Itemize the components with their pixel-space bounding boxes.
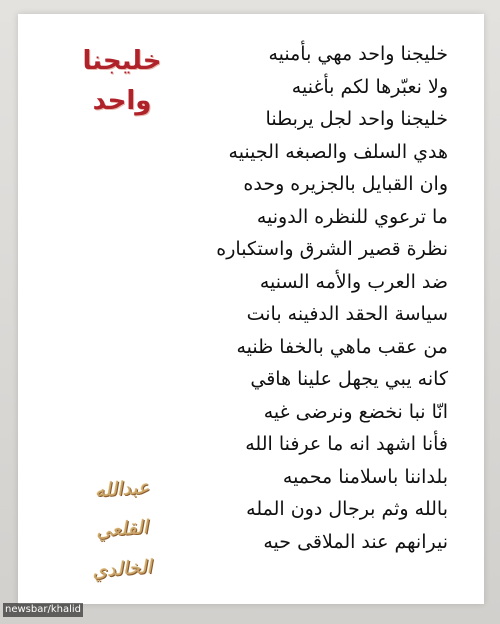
signature-line: عبدالله [94, 476, 150, 502]
verse-line: ما ترعوي للنظره الدونيه [256, 205, 448, 228]
verse-line: خليجنا واحد لجل يربطنا [265, 108, 448, 130]
signature-line: القلعي [95, 516, 149, 542]
verse-line: نظرة قصير الشرق واستكباره [216, 238, 448, 260]
author-signature [74, 469, 170, 599]
verse-line: هدي السلف والصبغه الجينيه [228, 140, 448, 163]
verse-line: ولا نعبّرها لكم بأغنيه [291, 75, 448, 98]
verse-line: بالله وثم برجال دون المله [246, 498, 448, 520]
verse-line: نيرانهم عند الملاقى حيه [263, 530, 448, 553]
verse-line: من عقب ماهي بالخفا ظنيه [236, 335, 448, 358]
title-line-1: خليجنا [82, 46, 162, 76]
verse-line: انّا نبا نخضع ونرضى غيه [263, 400, 448, 423]
verse-line: بلداننا باسلامنا محميه [282, 465, 448, 488]
verse-line: سياسة الحقد الدفينه بانت [246, 303, 448, 325]
verse-line: ضد العرب والأمه السنيه [259, 270, 448, 293]
verse-line: وان القبايل بالجزيره وحده [243, 173, 448, 195]
title-line-2: واحد [92, 86, 152, 116]
verse-line: فأنا اشهد انه ما عرفنا الله [245, 433, 448, 455]
poem-verses [148, 38, 448, 558]
poem-card [18, 14, 484, 604]
watermark-text: newsbar/khalid [5, 604, 81, 615]
signature-line: الخالدي [91, 555, 153, 583]
verse-line: كانه يبي يجهل علينا هاقي [250, 368, 448, 390]
verse-line: خليجنا واحد مهي بأمنيه [268, 43, 448, 65]
